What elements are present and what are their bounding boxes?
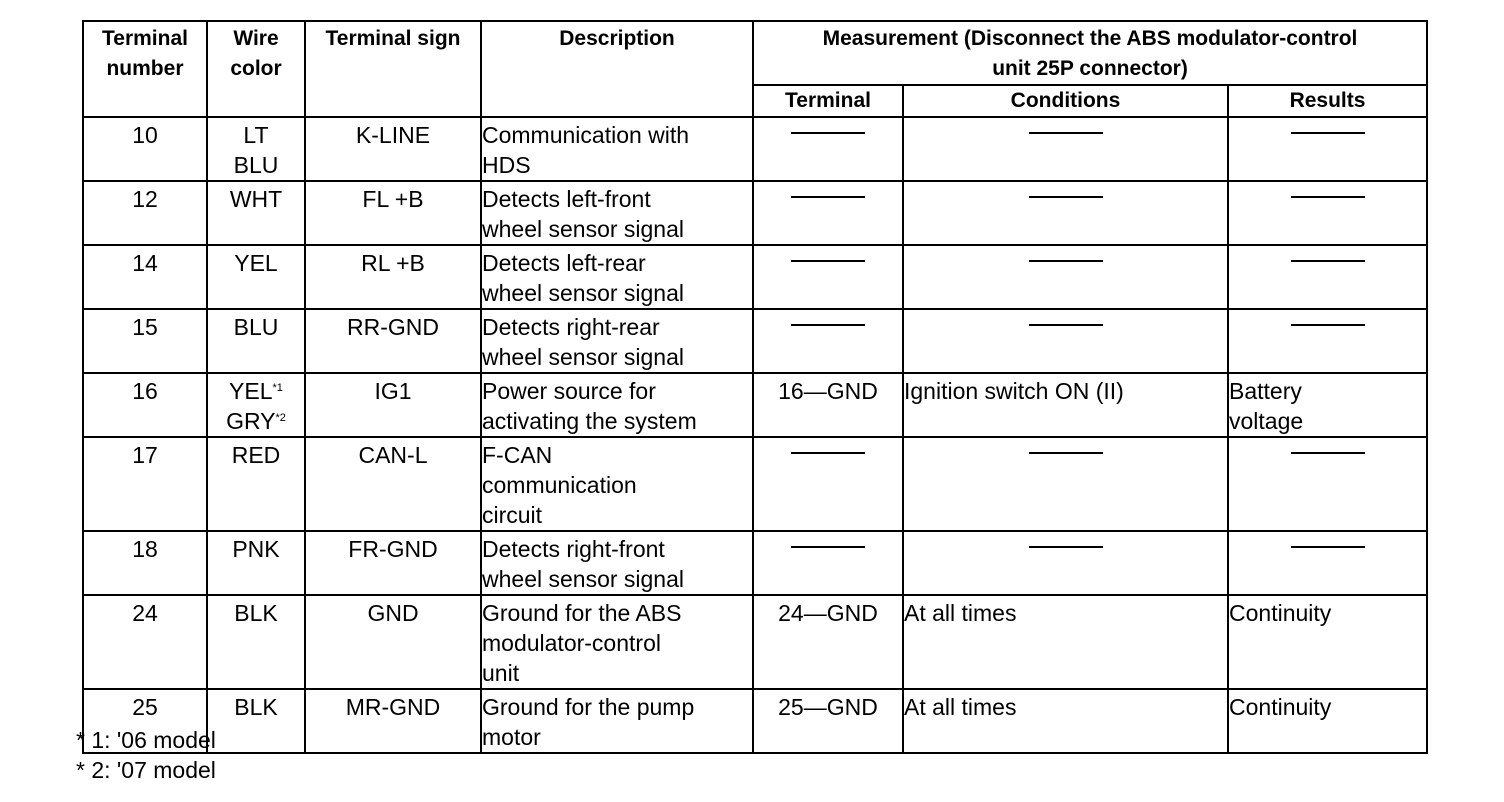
table-row <box>83 181 1427 245</box>
cell-terminal-number <box>83 437 207 531</box>
cell-measure-terminal <box>753 373 903 437</box>
table-body <box>83 117 1427 753</box>
terminal-sign-text: K-LINE <box>355 122 431 148</box>
subheader-terminal: Terminal <box>753 85 903 117</box>
cell-results <box>1228 689 1427 753</box>
cell-terminal-sign <box>305 117 481 181</box>
cell-measure-terminal <box>753 689 903 753</box>
dash-line <box>1291 196 1365 198</box>
wire-color-text: WHT <box>229 186 283 212</box>
terminal-sign-text: GND <box>367 600 419 626</box>
table-row <box>83 117 1427 181</box>
header-terminal-number: Terminal number <box>83 21 207 117</box>
cell-results-text: Continuity <box>1229 694 1332 720</box>
description-text: Communication with HDS <box>482 122 690 178</box>
cell-results <box>1228 117 1427 181</box>
cell-conditions <box>903 245 1228 309</box>
terminal-table-container <box>82 20 1428 754</box>
footnotes <box>76 725 216 785</box>
header-measurement: Measurement (Disconnect the ABS modulator-control unit 25P connector) <box>753 21 1427 85</box>
dash-line <box>1291 132 1365 134</box>
cell-measure-terminal <box>753 117 903 181</box>
cell-wire-color <box>207 437 305 531</box>
footnote-1: * 1: '06 model <box>76 727 216 753</box>
cell-conditions <box>903 595 1228 689</box>
wire-color-line-1: YEL <box>229 378 273 404</box>
dash-line <box>1029 452 1103 454</box>
dash-line <box>791 452 865 454</box>
wire-color-line-2: GRY <box>226 408 276 434</box>
wire-color-text: YEL <box>234 250 278 276</box>
cell-results <box>1228 595 1427 689</box>
terminal-sign-text: MR-GND <box>345 694 441 720</box>
subheader-conditions: Conditions <box>903 85 1228 117</box>
dash-line <box>1029 196 1103 198</box>
cell-results <box>1228 309 1427 373</box>
cell-terminal-number <box>83 373 207 437</box>
cell-results-text: Battery voltage <box>1229 378 1304 434</box>
wire-color-text: BLK <box>234 694 278 720</box>
footnote-mark-1: *1 <box>272 382 283 394</box>
cell-results-text: Continuity <box>1229 600 1332 626</box>
cell-terminal-sign <box>305 689 481 753</box>
cell-conditions <box>903 181 1228 245</box>
table-row <box>83 595 1427 689</box>
terminal-number-text: 16 <box>132 378 158 404</box>
cell-measure-terminal <box>753 595 903 689</box>
dash-line <box>1291 452 1365 454</box>
terminal-number-text: 14 <box>132 250 158 276</box>
cell-conditions <box>903 117 1228 181</box>
wire-color-text: BLK <box>234 600 278 626</box>
dash-line <box>791 196 865 198</box>
cell-wire-color <box>207 373 305 437</box>
cell-description <box>481 531 753 595</box>
cell-conditions <box>903 309 1228 373</box>
cell-terminal-number <box>83 595 207 689</box>
dash-line <box>1291 260 1365 262</box>
dash-line <box>1291 546 1365 548</box>
cell-measure-terminal <box>753 309 903 373</box>
cell-measure-terminal <box>753 245 903 309</box>
cell-conditions-text: At all times <box>904 600 1017 626</box>
table-row <box>83 437 1427 531</box>
dash-line <box>1029 546 1103 548</box>
cell-description <box>481 117 753 181</box>
description-text: Detects right-front wheel sensor signal <box>482 536 685 592</box>
cell-terminal-sign <box>305 437 481 531</box>
cell-conditions-text: Ignition switch ON (II) <box>904 378 1124 404</box>
header-description: Description <box>481 21 753 117</box>
terminal-number-text: 25 <box>132 694 158 720</box>
terminal-table <box>82 20 1428 754</box>
description-text: Ground for the ABS modulator-control unit <box>482 600 682 686</box>
terminal-number-text: 17 <box>132 442 158 468</box>
cell-measure-terminal-text: 24—GND <box>778 600 878 626</box>
wire-color-text: RED <box>231 442 281 468</box>
cell-wire-color <box>207 595 305 689</box>
cell-wire-color <box>207 117 305 181</box>
cell-wire-color <box>207 181 305 245</box>
cell-conditions-text: At all times <box>904 694 1017 720</box>
dash-line <box>791 546 865 548</box>
cell-description <box>481 309 753 373</box>
cell-measure-terminal <box>753 531 903 595</box>
cell-conditions <box>903 437 1228 531</box>
cell-conditions <box>903 689 1228 753</box>
terminal-number-text: 12 <box>132 186 158 212</box>
header-terminal-sign: Terminal sign <box>305 21 481 117</box>
cell-terminal-sign <box>305 531 481 595</box>
cell-measure-terminal <box>753 437 903 531</box>
cell-wire-color <box>207 309 305 373</box>
header-row <box>83 21 1427 85</box>
cell-wire-color <box>207 245 305 309</box>
description-text: Ground for the pump motor <box>482 694 695 750</box>
cell-wire-color <box>207 531 305 595</box>
table-row <box>83 245 1427 309</box>
description-text: Power source for activating the system <box>482 378 697 434</box>
cell-wire-color <box>207 689 305 753</box>
dash-line <box>1029 132 1103 134</box>
cell-description <box>481 373 753 437</box>
cell-terminal-sign <box>305 309 481 373</box>
footnote-2: * 2: '07 model <box>76 757 216 783</box>
terminal-sign-text: RL +B <box>361 250 425 276</box>
cell-description <box>481 595 753 689</box>
cell-terminal-sign <box>305 373 481 437</box>
description-text: Detects right-rear wheel sensor signal <box>482 314 685 370</box>
table-row <box>83 531 1427 595</box>
subheader-results: Results <box>1228 85 1427 117</box>
cell-description <box>481 181 753 245</box>
terminal-number-text: 10 <box>132 122 158 148</box>
cell-terminal-number <box>83 117 207 181</box>
cell-terminal-number <box>83 531 207 595</box>
terminal-sign-text: FR-GND <box>348 536 438 562</box>
cell-terminal-number <box>83 245 207 309</box>
dash-line <box>791 132 865 134</box>
header-wire-color: Wire color <box>207 21 305 117</box>
cell-results <box>1228 531 1427 595</box>
cell-description <box>481 245 753 309</box>
cell-terminal-sign <box>305 181 481 245</box>
cell-results <box>1228 437 1427 531</box>
dash-line <box>1291 324 1365 326</box>
dash-line <box>791 260 865 262</box>
cell-conditions <box>903 373 1228 437</box>
wire-color-text: LT BLU <box>233 122 279 178</box>
cell-terminal-number <box>83 181 207 245</box>
footnote-mark-2: *2 <box>275 412 286 424</box>
wire-color-text: BLU <box>233 314 279 340</box>
table-row <box>83 309 1427 373</box>
table-row <box>83 373 1427 437</box>
cell-measure-terminal-text: 25—GND <box>778 694 878 720</box>
description-text: Detects left-front wheel sensor signal <box>482 186 685 242</box>
cell-results <box>1228 181 1427 245</box>
cell-measure-terminal <box>753 181 903 245</box>
cell-measure-terminal-text: 16—GND <box>778 378 878 404</box>
cell-terminal-sign <box>305 245 481 309</box>
cell-results <box>1228 373 1427 437</box>
cell-terminal-sign <box>305 595 481 689</box>
terminal-sign-text: IG1 <box>374 378 412 404</box>
wire-color-text <box>208 374 304 436</box>
terminal-number-text: 18 <box>132 536 158 562</box>
cell-description <box>481 437 753 531</box>
terminal-number-text: 24 <box>132 600 158 626</box>
terminal-sign-text: RR-GND <box>347 314 439 340</box>
terminal-sign-text: FL +B <box>362 186 424 212</box>
cell-conditions <box>903 531 1228 595</box>
cell-results <box>1228 245 1427 309</box>
cell-description <box>481 689 753 753</box>
dash-line <box>1029 260 1103 262</box>
wire-color-text: PNK <box>232 536 280 562</box>
terminal-number-text: 15 <box>132 314 158 340</box>
cell-terminal-number <box>83 309 207 373</box>
description-text: F-CAN communication circuit <box>482 442 637 528</box>
description-text: Detects left-rear wheel sensor signal <box>482 250 685 306</box>
terminal-sign-text: CAN-L <box>358 442 428 468</box>
table-row <box>83 689 1427 753</box>
dash-line <box>791 324 865 326</box>
dash-line <box>1029 324 1103 326</box>
